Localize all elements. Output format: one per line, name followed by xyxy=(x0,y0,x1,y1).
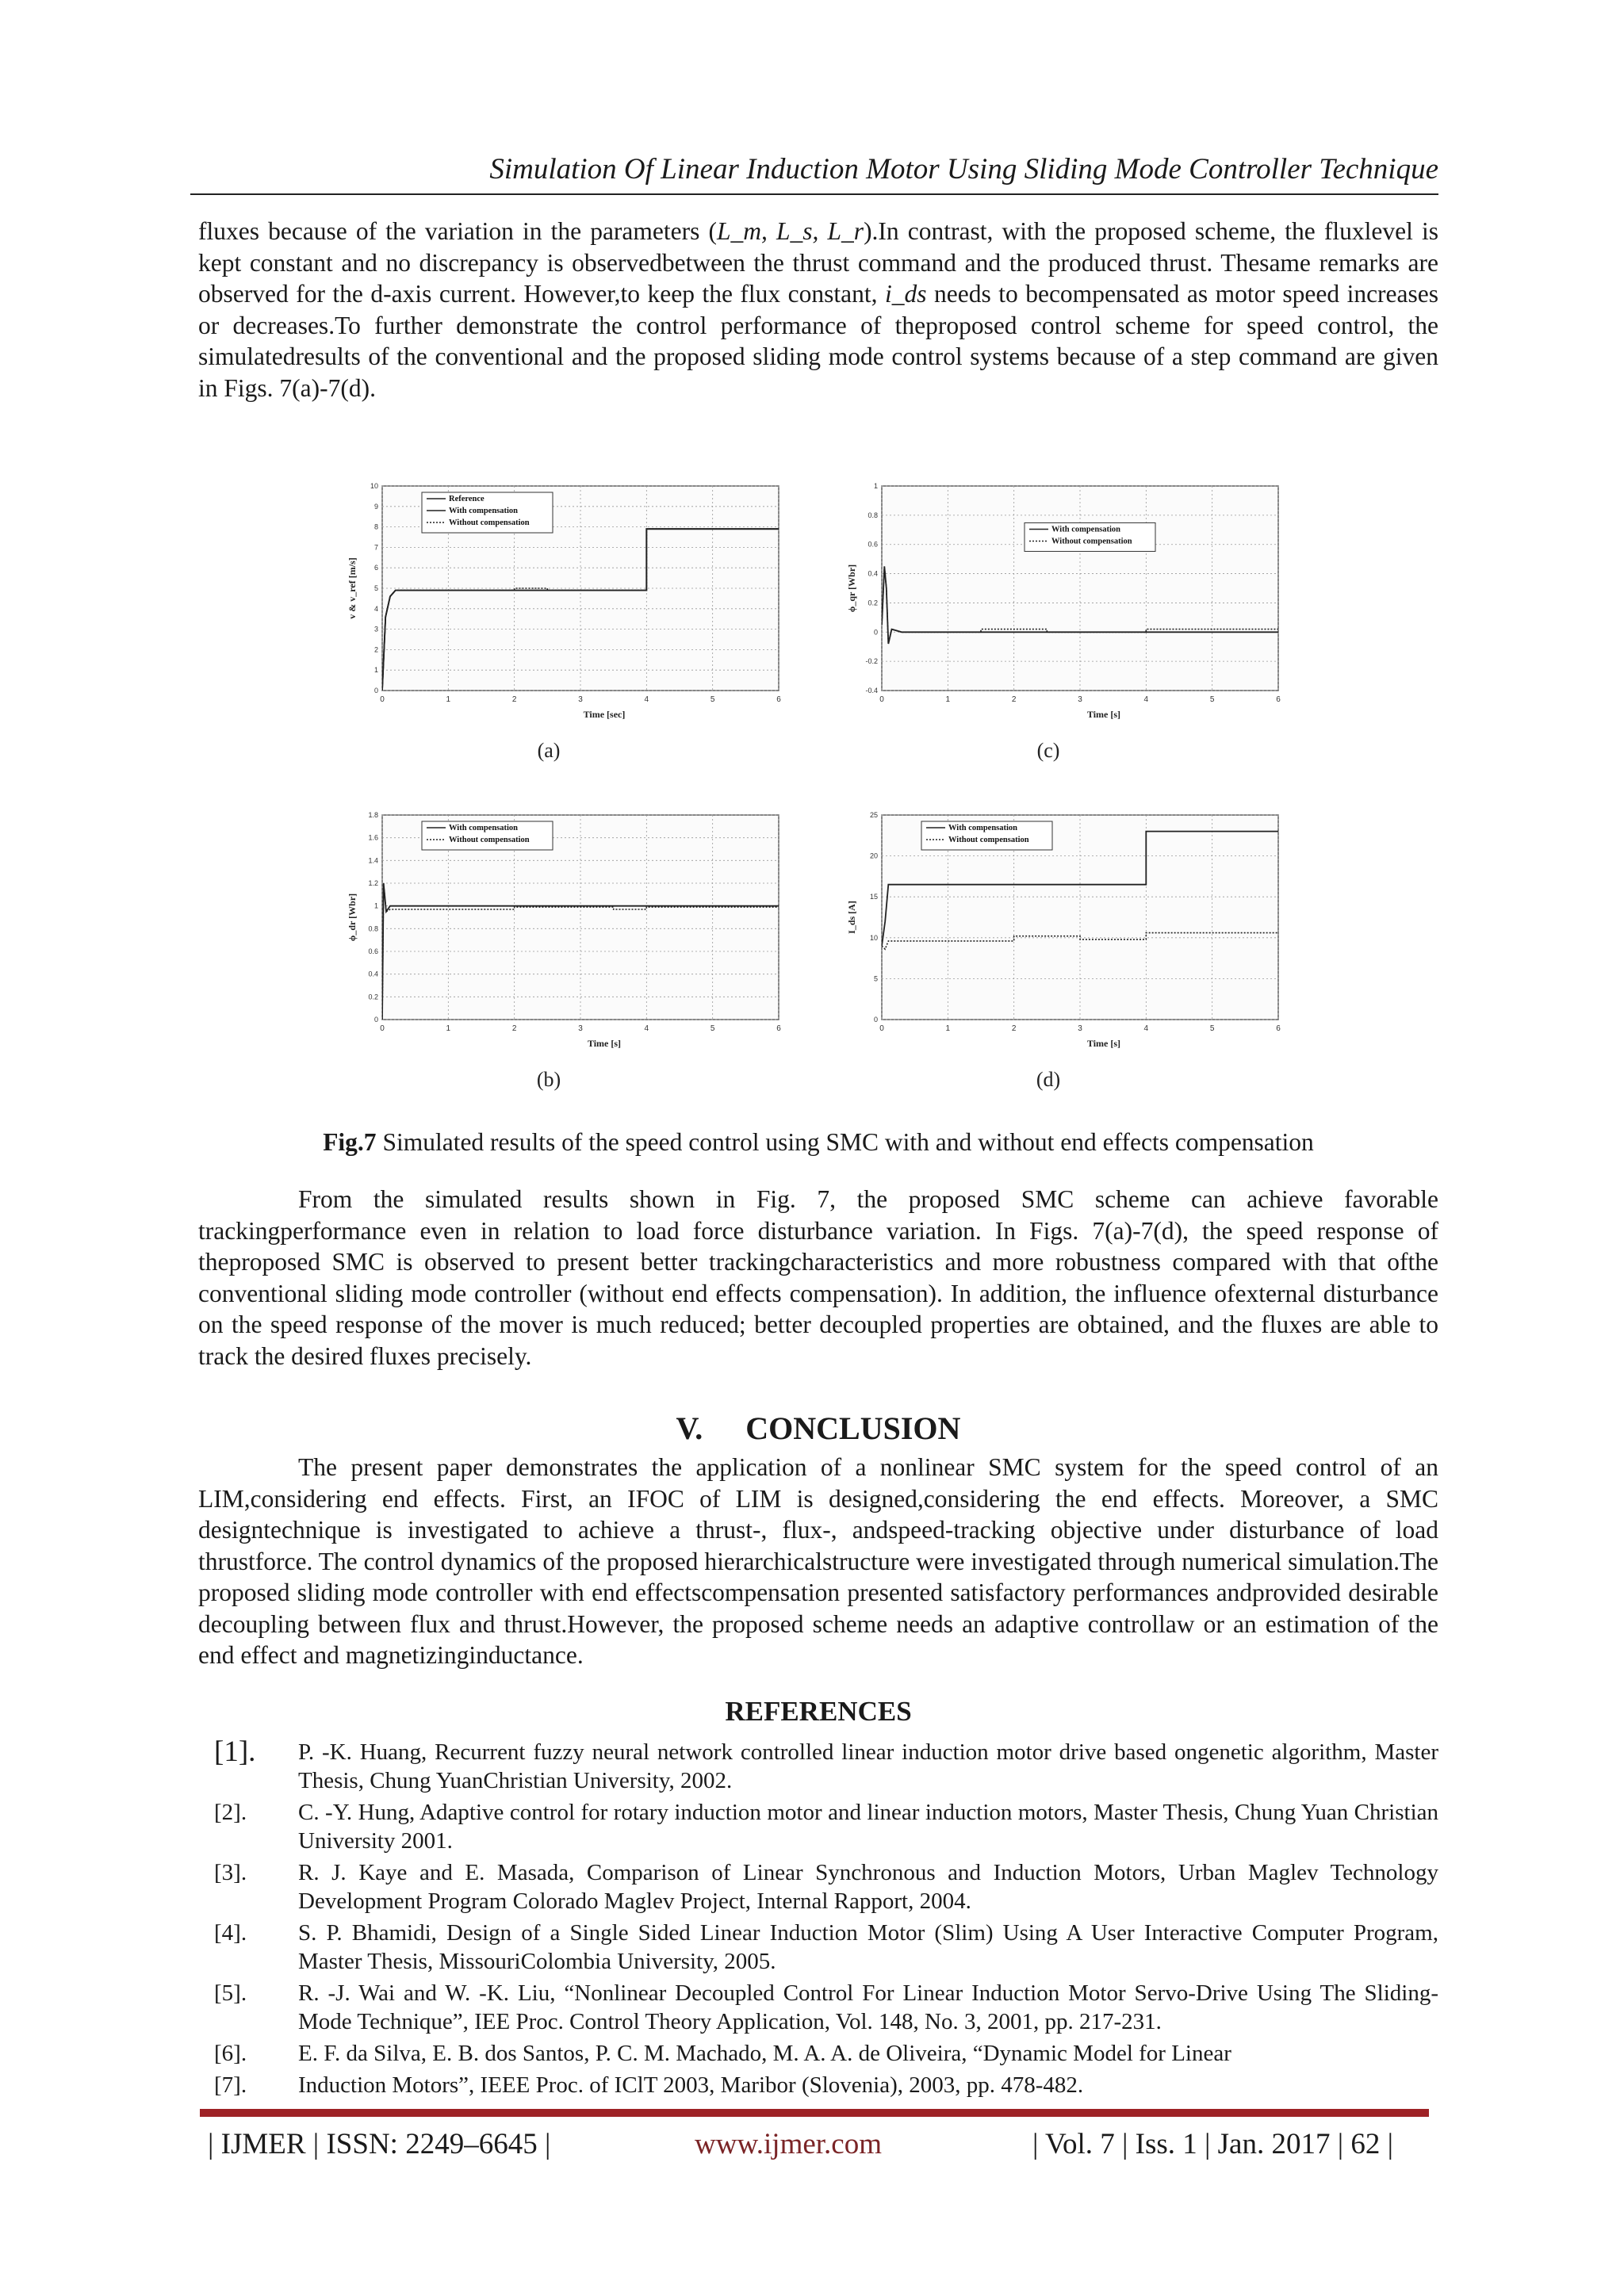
x-tick-label: 3 xyxy=(1078,695,1082,704)
x-axis-label: Time [s] xyxy=(1086,1038,1121,1049)
footer-journal: | IJMER | ISSN: 2249–6645 | xyxy=(208,2128,551,2160)
y-tick-label: -0.4 xyxy=(865,687,878,695)
legend-label: Without compensation xyxy=(449,519,530,527)
x-tick-label: 5 xyxy=(710,695,715,704)
chart-c xyxy=(841,472,1300,773)
y-tick-label: 0.6 xyxy=(368,947,378,955)
figure-panel-b xyxy=(341,801,801,1102)
y-tick-label: 10 xyxy=(370,482,378,490)
y-tick-label: 0.4 xyxy=(868,569,878,578)
figure-panel-a xyxy=(341,472,801,773)
reference-item: [1]. P. -K. Huang, Recurrent fuzzy neural network controlled linear induction motor drive based ongenetic algorithm, Master Thesis, Chung YuanChristian University, 2002. xyxy=(214,1735,1438,1793)
figure-panel-d xyxy=(841,801,1300,1102)
reference-item: [2]. C. -Y. Hung, Adaptive control for rotary induction motor and linear induction motors, Master Thesis, Chung Yuan Christian University 2001. xyxy=(214,1800,1438,1854)
x-tick-label: 2 xyxy=(1011,1024,1017,1033)
panel-label: (a) xyxy=(537,739,561,762)
y-tick-label: 7 xyxy=(373,543,378,552)
legend-label: With compensation xyxy=(948,824,1018,832)
y-tick-label: 8 xyxy=(373,522,378,531)
footer-website[interactable]: www.ijmer.com xyxy=(695,2128,883,2160)
y-tick-label: 2 xyxy=(373,645,378,654)
chart-d xyxy=(841,801,1300,1102)
y-tick-label: 15 xyxy=(869,893,878,901)
reference-list xyxy=(214,1735,1438,2103)
page-footer xyxy=(208,2125,1429,2164)
x-tick-label: 5 xyxy=(710,1024,715,1033)
x-tick-label: 1 xyxy=(945,1024,951,1033)
reference-item: [3]. R. J. Kaye and E. Masada, Comparison of Linear Synchronous and Induction Motors, Urban Maglev Technology Development Program Colorado Maglev Project, Internal Rapport, 2004. xyxy=(214,1860,1438,1914)
y-tick-label: 0 xyxy=(373,687,378,695)
chart-a xyxy=(341,472,801,773)
y-tick-label: 0.2 xyxy=(368,993,378,1001)
running-title: Simulation Of Linear Induction Motor Using Sliding Mode Controller Technique xyxy=(489,153,1438,186)
figure-caption: Fig.7 Simulated results of the speed control using SMC with and without end effects compensation xyxy=(323,1128,1314,1156)
x-axis-label: Time [s] xyxy=(1086,709,1121,720)
x-tick-label: 3 xyxy=(1078,1024,1082,1033)
y-tick-label: 6 xyxy=(373,564,378,572)
y-tick-label: 3 xyxy=(373,625,378,633)
references-heading: REFERENCES xyxy=(725,1696,912,1727)
x-tick-label: 6 xyxy=(776,1024,781,1033)
x-tick-label: 3 xyxy=(578,1024,583,1033)
chart-b xyxy=(341,801,801,1102)
x-tick-label: 4 xyxy=(1143,695,1149,704)
legend-label: With compensation xyxy=(449,507,519,515)
y-axis-label: ϕ_qr [Wbr] xyxy=(846,564,857,613)
legend-label: With compensation xyxy=(1051,525,1121,534)
results-paragraph: From the simulated results shown in Fig. 7, the proposed SMC scheme can achieve favorable trackingperformance even in relation to load force disturbance variation. In Figs. 7(a)-7(d), the speed response of theproposed SMC is observed to present better trackingcharacteristics and more robustness compared with that ofthe conventional sliding mode controller (without end effects compensation). In addition, the influence ofexternal disturbance on the speed response of the mover is much reduced; better decoupled properties are obtained, and the fluxes are able to track the desired fluxes precisely. xyxy=(198,1185,1438,1370)
legend-label: Without compensation xyxy=(948,836,1029,844)
plot-area xyxy=(882,486,1278,691)
y-tick-label: 0 xyxy=(873,1016,878,1024)
x-tick-label: 2 xyxy=(511,695,517,704)
y-tick-label: 0.8 xyxy=(868,511,878,519)
y-tick-label: -0.2 xyxy=(865,657,878,666)
footer-rule xyxy=(200,2109,1429,2117)
figure-panel-c xyxy=(841,472,1300,773)
reference-item: [5]. R. -J. Wai and W. -K. Liu, “Nonlinear Decoupled Control For Linear Induction Motor Servo-Drive Using The Sliding-Mode Technique”, IEE Proc. Control Theory Application, Vol. 148, No. 3, 2001, pp. 217-231. xyxy=(214,1980,1438,2034)
y-tick-label: 0.4 xyxy=(368,970,378,978)
y-tick-label: 1.8 xyxy=(368,811,378,819)
legend-label: Without compensation xyxy=(449,836,530,844)
y-tick-label: 1.6 xyxy=(368,833,378,842)
legend-label: With compensation xyxy=(449,824,519,832)
math-parameters: L_m, L_s, L_r xyxy=(716,217,864,245)
x-tick-label: 1 xyxy=(446,695,451,704)
y-tick-label: 0.8 xyxy=(368,924,378,933)
x-tick-label: 2 xyxy=(1011,695,1017,704)
x-tick-label: 6 xyxy=(1276,695,1281,704)
y-tick-label: 1.2 xyxy=(368,879,378,887)
x-tick-label: 3 xyxy=(578,695,583,704)
math-ids: i_ds xyxy=(885,280,927,308)
reference-item: [4]. S. P. Bhamidi, Design of a Single Sided Linear Induction Motor (Slim) Using A User Interactive Computer Program, Master Thesis, MissouriColombia University, 2005. xyxy=(214,1920,1438,1974)
y-tick-label: 0.2 xyxy=(868,599,878,607)
x-tick-label: 0 xyxy=(879,1024,884,1033)
x-tick-label: 1 xyxy=(945,695,951,704)
panel-label: (d) xyxy=(1036,1068,1061,1091)
legend-label: Reference xyxy=(449,495,485,503)
conclusion-heading: V. CONCLUSION xyxy=(676,1410,961,1446)
y-tick-label: 25 xyxy=(869,811,878,819)
footer-issue: | Vol. 7 | Iss. 1 | Jan. 2017 | 62 | xyxy=(1032,2128,1394,2160)
y-axis-label: v & v_ref [m/s] xyxy=(347,557,358,619)
y-tick-label: 5 xyxy=(373,584,378,592)
y-tick-label: 9 xyxy=(373,502,378,511)
x-tick-label: 2 xyxy=(511,1024,517,1033)
x-axis-label: Time [sec] xyxy=(583,709,626,720)
panel-label: (c) xyxy=(1036,739,1060,762)
x-tick-label: 0 xyxy=(380,1024,385,1033)
x-tick-label: 0 xyxy=(380,695,385,704)
y-tick-label: 1 xyxy=(373,901,378,910)
panel-label: (b) xyxy=(536,1068,561,1091)
x-tick-label: 4 xyxy=(1143,1024,1149,1033)
y-tick-label: 10 xyxy=(869,933,878,942)
y-axis-label: ϕ_dr [Wbr] xyxy=(347,893,358,942)
y-tick-label: 0 xyxy=(873,628,878,637)
x-tick-label: 5 xyxy=(1209,695,1215,704)
y-tick-label: 5 xyxy=(873,974,878,983)
y-tick-label: 1 xyxy=(873,482,878,490)
x-tick-label: 1 xyxy=(446,1024,451,1033)
reference-item: [7]. Induction Motors”, IEEE Proc. of IClT 2003, Maribor (Slovenia), 2003, pp. 478-482. xyxy=(214,2072,1084,2098)
conclusion-paragraph: The present paper demonstrates the application of a nonlinear SMC system for the speed control of an LIM,considering end effects. First, an IFOC of LIM is designed,considering the end effects. Moreover, a SMC designtechnique is investigated to achieve a thrust-, flux-, andspeed-tracking objective under disturbance of load thrustforce. The control dynamics of the proposed hierarchicalstructure were investigated through numerical simulation.The proposed sliding mode controller with end effectscompensation presented satisfactory performances andprovided desirable decoupling between flux and thrust.However, the proposed scheme needs an adaptive controllaw or an estimation of the end effect and magnetizinginductance. xyxy=(198,1453,1438,1669)
intro-paragraph: fluxes because of the variation in the parameters (L_m, L_s, L_r).In contrast, with the proposed scheme, the fluxlevel is kept constant and no discrepancy is observedbetween the thrust command and the produced thrust. Thesame remarks are observed for the d-axis current. However,to keep the flux constant, i_ds needs to becompensated as motor speed increases or decreases.To further demonstrate the control performance of theproposed control scheme for speed control, the simulatedresults of the conventional and the proposed sliding mode control systems because of a step command are given in Figs. 7(a)-7(d). xyxy=(198,217,1438,402)
y-tick-label: 0 xyxy=(373,1016,378,1024)
x-axis-label: Time [s] xyxy=(587,1038,622,1049)
reference-item: [6]. E. F. da Silva, E. B. dos Santos, P. C. M. Machado, M. A. A. de Oliveira, “Dynamic Model for Linear xyxy=(214,2041,1231,2066)
x-tick-label: 6 xyxy=(776,695,781,704)
x-tick-label: 6 xyxy=(1276,1024,1281,1033)
y-tick-label: 1 xyxy=(373,666,378,675)
x-tick-label: 5 xyxy=(1209,1024,1215,1033)
x-tick-label: 0 xyxy=(879,695,884,704)
legend-label: Without compensation xyxy=(1051,537,1132,546)
y-tick-label: 20 xyxy=(869,851,878,860)
x-tick-label: 4 xyxy=(644,1024,649,1033)
header-rule xyxy=(190,193,1438,195)
y-tick-label: 1.4 xyxy=(368,856,378,865)
x-tick-label: 4 xyxy=(644,695,649,704)
y-tick-label: 0.6 xyxy=(868,540,878,549)
figure-label: Fig.7 xyxy=(323,1128,377,1156)
y-axis-label: I_ds [A] xyxy=(846,901,857,934)
y-tick-label: 4 xyxy=(373,604,378,613)
